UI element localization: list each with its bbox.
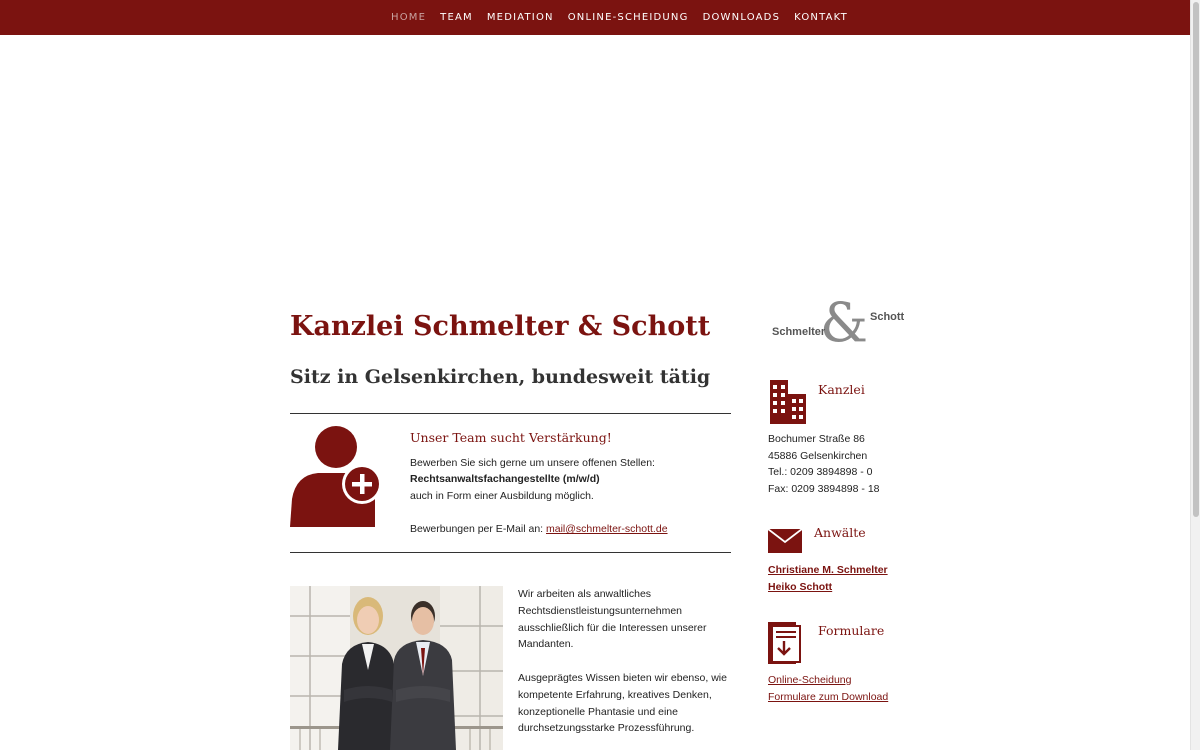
link-online-scheidung[interactable]: Online-Scheidung xyxy=(768,674,852,686)
address-city: 45886 Gelsenkirchen xyxy=(768,449,868,462)
apply-email-link[interactable]: mail@schmelter-schott.de xyxy=(546,522,668,535)
address-street: Bochumer Straße 86 xyxy=(768,433,865,445)
page-title: Kanzlei Schmelter & Schott xyxy=(290,311,711,342)
team-photo xyxy=(290,586,503,750)
kanzlei-heading: Kanzlei xyxy=(818,382,865,397)
page-subtitle: Sitz in Gelsenkirchen, bundesweit tätig xyxy=(290,366,711,388)
form-links xyxy=(768,672,888,705)
lawyer-link-schmelter[interactable]: Christiane M. Schmelter xyxy=(768,564,888,576)
link-formulare-download[interactable]: Formulare zum Download xyxy=(768,690,889,703)
page-scrollbar[interactable] xyxy=(1190,0,1200,750)
nav-item-downloads[interactable]: DOWNLOADS xyxy=(702,12,781,23)
nav-item-team[interactable]: TEAM xyxy=(440,12,473,23)
nav-item-online-scheidung[interactable]: ONLINE-SCHEIDUNG xyxy=(567,12,689,23)
firm-logo xyxy=(768,291,908,354)
nav-item-mediation[interactable]: MEDIATION xyxy=(486,12,554,23)
phone-number: Tel.: 0209 3894898 - 0 xyxy=(768,466,873,479)
user-plus-icon xyxy=(290,425,384,529)
job-offer-intro: Bewerben Sie sich gerne um unsere offenen Stellen: xyxy=(410,456,655,469)
fax-number: Fax: 0209 3894898 - 18 xyxy=(768,482,880,495)
building-icon xyxy=(768,380,808,424)
logo-schott: Schott xyxy=(870,311,905,323)
job-offer-position: Rechtsanwaltsfachangestellte (m/w/d) xyxy=(410,473,600,486)
about-paragraph-2: Ausgeprägtes Wissen bieten wir ebenso, wie kompetente Erfahrung, kreatives Denken, konzeptionelle Phantasie und eine durchsetzungsstarke Prozessführung. xyxy=(518,671,727,735)
nav-item-kontakt[interactable]: KONTAKT xyxy=(794,12,848,23)
envelope-icon xyxy=(768,529,802,553)
about-paragraph-1: Wir arbeiten als anwaltliches Rechtsdienstleistungsunternehmen ausschließlich für die Interessen unserer Mandanten. xyxy=(518,588,707,651)
divider-bottom xyxy=(290,552,731,553)
apply-prefix: Bewerbungen per E-Mail an: xyxy=(410,522,546,535)
logo-schmelter: Schmelter xyxy=(772,326,826,338)
anwaelte-heading: Anwälte xyxy=(814,525,866,540)
formulare-heading: Formulare xyxy=(818,623,885,638)
kanzlei-address xyxy=(768,431,880,497)
about-text xyxy=(518,586,728,750)
nav-item-home[interactable]: HOME xyxy=(391,12,427,23)
job-offer-apply-line xyxy=(410,521,730,538)
logo-amp: & xyxy=(820,291,869,354)
job-offer-heading: Unser Team sucht Verstärkung! xyxy=(410,430,612,445)
lawyer-links xyxy=(768,562,888,595)
document-download-icon xyxy=(768,622,802,664)
lawyer-link-schott[interactable]: Heiko Schott xyxy=(768,580,833,593)
top-navigation-bar xyxy=(0,0,1190,35)
job-offer-block xyxy=(410,430,730,538)
job-offer-training-note: auch in Form einer Ausbildung möglich. xyxy=(410,489,594,502)
scrollbar-thumb[interactable] xyxy=(1193,2,1199,517)
main-nav xyxy=(384,0,855,35)
divider-top xyxy=(290,413,731,414)
